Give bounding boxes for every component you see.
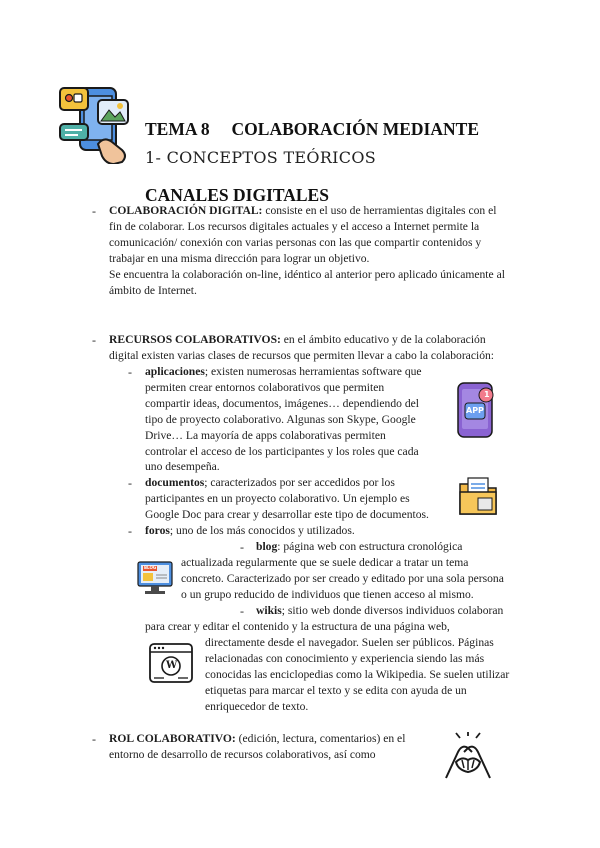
text-line: controlar el acceso de los participantes y los roles que cada <box>145 444 419 458</box>
bullet-dash: - <box>128 476 132 490</box>
text-line: Google Doc para crear y desarrollar este tipo de documentos. <box>145 507 429 521</box>
bullet-dash: - <box>240 604 244 618</box>
docs-term: documentos <box>145 476 205 489</box>
wiki-browser-icon <box>148 642 194 684</box>
text-line: en el ámbito educativo y de la colaboración <box>280 333 486 346</box>
colab-paragraph <box>109 203 529 298</box>
recursos-paragraph <box>109 332 529 364</box>
text-line: fin de colaborar. Los recursos digitales actuales y el acceso a Internet permite la <box>109 219 480 233</box>
bullet-dash: - <box>92 204 96 218</box>
colab-term: COLABORACIÓN DIGITAL: <box>109 204 263 217</box>
text-line: digital existen varias clases de recursos que permiten llevar a cabo la colaboración: <box>109 348 495 362</box>
bullet-dash: - <box>240 540 244 554</box>
wikis-line-1 <box>256 603 503 619</box>
bullet-dash: - <box>92 333 96 347</box>
title-line-2: CANALES DIGITALES <box>145 185 329 205</box>
text-line: ámbito de Internet. <box>109 283 197 297</box>
text-line: compartir ideas, documentos, imágenes… dependiendo del <box>145 396 419 410</box>
text-line: participantes en un proyecto colaborativo. Un ejemplo es <box>145 491 410 505</box>
collaboration-phone-icon <box>58 84 132 164</box>
text-line: : página web con estructura cronológica <box>277 540 463 553</box>
apps-paragraph <box>145 364 445 475</box>
text-line: directamente desde el navegador. Suelen ser públicos. Páginas <box>205 636 494 649</box>
text-line: consiste en el uso de herramientas digitales con el <box>262 204 497 217</box>
blog-paragraph <box>181 555 521 603</box>
recursos-term: RECURSOS COLABORATIVOS: <box>109 333 281 346</box>
wikis-term: wikis <box>256 604 282 617</box>
foros-term: foros <box>145 524 170 537</box>
text-line: ; sitio web donde diversos individuos colaboran <box>281 604 504 617</box>
section-subtitle: 1- CONCEPTOS TEÓRICOS <box>145 148 377 167</box>
bullet-dash: - <box>92 732 96 746</box>
document-folder-icon <box>458 476 498 518</box>
text-line: comunicación/ conexión con varias personas con las que compartir contenidos y <box>109 235 482 249</box>
bullet-dash: - <box>128 365 132 379</box>
blog-monitor-icon <box>136 560 174 596</box>
rol-term: ROL COLABORATIVO: <box>109 732 236 745</box>
foros-paragraph <box>145 523 475 539</box>
text-line: relacionadas con conocimiento y experiencia siendo las más <box>205 651 485 665</box>
wiki-icon-label: W <box>166 660 178 671</box>
apps-term: aplicaciones <box>145 365 205 378</box>
app-icon-label: APP <box>466 406 484 415</box>
text-line: o un grupo reducido de individuos que tienen acceso al mismo. <box>181 587 474 601</box>
text-line: enriquecedor de texto. <box>205 699 309 713</box>
rol-paragraph <box>109 731 429 763</box>
blog-line-1 <box>256 539 462 555</box>
text-line: permiten crear entornos colaborativos que permiten <box>145 380 385 394</box>
text-line: conocidas las enciclopedias como la Wikipedia. Se suelen utilizar <box>205 667 510 681</box>
text-line: trabajar en una misma dirección para lograr un objetivo. <box>109 251 370 265</box>
app-phone-icon <box>456 381 496 439</box>
text-line: concreto. Caracterizado por ser creado y editado por una sola persona <box>181 571 504 585</box>
text-line: (edición, lectura, comentarios) en el <box>235 732 406 745</box>
text-line: ; existen numerosas herramientas software que <box>204 365 422 378</box>
title-line-1: TEMA 8 COLABORACIÓN MEDIANTE <box>145 119 479 139</box>
wikis-line-2: para crear y editar el contenido y la estructura de una página web, <box>145 620 450 633</box>
docs-paragraph <box>145 475 455 523</box>
bullet-dash: - <box>128 524 132 538</box>
handshake-icon <box>440 732 496 782</box>
text-line: uno desempeña. <box>145 460 220 474</box>
blog-icon-label: BLOG <box>144 565 157 570</box>
app-badge: 1 <box>484 390 490 399</box>
wikis-paragraph <box>205 635 525 715</box>
text-line: Drive… La mayoría de apps colaborativas permiten <box>145 428 386 442</box>
blog-term: blog <box>256 540 278 553</box>
text-line: Se encuentra la colaboración on-line, idéntico al anterior pero aplicado únicamente al <box>109 267 505 281</box>
text-line: entorno de desarrollo de recursos colaborativos, así como <box>109 747 376 761</box>
text-line: etiquetas para marcar el texto y se edita con ayuda de un <box>205 683 467 697</box>
text-line: actualizada regularmente que se suele dedicar a tratar un tema <box>181 556 469 569</box>
text-line: tipo de proyecto colaborativo. Algunas son Skype, Google <box>145 412 416 426</box>
text-line: ; caracterizados por ser accedidos por los <box>204 476 395 489</box>
text-line: ; uno de los más conocidos y utilizados. <box>169 524 355 537</box>
